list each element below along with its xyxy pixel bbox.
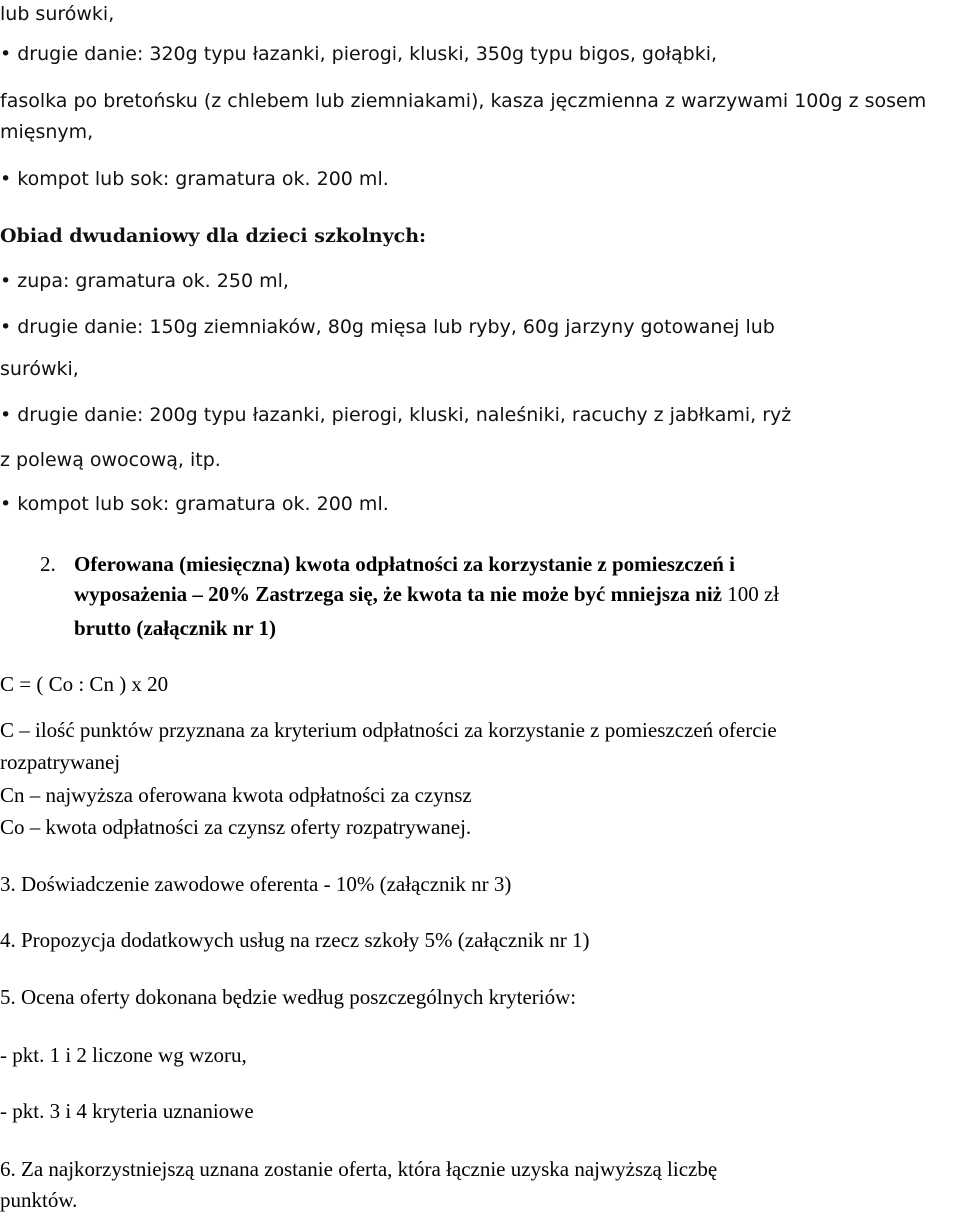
text-line: surówki, [0, 358, 79, 380]
list-item: • kompot lub sok: gramatura ok. 200 ml. [0, 168, 389, 190]
section-text: Oferowana (miesięczna) kwota odpłatności za korzystanie z pomieszczeń i [74, 552, 736, 576]
definition-line: Cn – najwyższa oferowana kwota odpłatności za czynsz [0, 783, 472, 807]
sub-item: - pkt. 1 i 2 liczone wg wzoru, [0, 1043, 247, 1067]
list-item: • drugie danie: 150g ziemniaków, 80g mięsa lub ryby, 60g jarzyny gotowanej lub [0, 316, 775, 338]
text-line: mięsnym, [0, 121, 94, 143]
section-number: 2. [40, 552, 56, 576]
list-item: 4. Propozycja dodatkowych usług na rzecz szkoły 5% (załącznik nr 1) [0, 928, 590, 952]
definition-line: Co – kwota odpłatności za czynsz oferty rozpatrywanej. [0, 815, 472, 839]
section-text [74, 580, 779, 608]
text-line: lub surówki, [0, 3, 115, 25]
list-item: • zupa: gramatura ok. 250 ml, [0, 270, 289, 292]
definition-line: C – ilość punktów przyznana za kryterium odpłatności za korzystanie z pomieszczeń ofercie [0, 718, 777, 742]
list-item: 5. Ocena oferty dokonana będzie według poszczególnych kryteriów: [0, 985, 577, 1009]
section-heading: Obiad dwudaniowy dla dzieci szkolnych: [0, 225, 427, 247]
text-line: z polewą owocową, itp. [0, 449, 221, 471]
list-item: • kompot lub sok: gramatura ok. 200 ml. [0, 493, 389, 515]
formula: C = ( Co : Cn ) x 20 [0, 672, 169, 696]
section-text: brutto (załącznik nr 1) [74, 616, 277, 640]
sub-item: - pkt. 3 i 4 kryteria uznaniowe [0, 1099, 254, 1123]
definition-line: rozpatrywanej [0, 750, 121, 774]
amount: 100 zł [727, 582, 780, 606]
text-line: punktów. [0, 1188, 78, 1212]
list-item: • drugie danie: 320g typu łazanki, pierogi, kluski, 350g typu bigos, gołąbki, [0, 43, 718, 65]
section-text-part: wyposażenia – 20% Zastrzega się, że kwota ta nie może być mniejsza niż [74, 582, 728, 606]
list-item: 3. Doświadczenie zawodowe oferenta - 10% (załącznik nr 3) [0, 872, 512, 896]
list-item: 6. Za najkorzystniejszą uznana zostanie oferta, która łącznie uzyska najwyższą liczbę [0, 1157, 718, 1181]
list-item: • drugie danie: 200g typu łazanki, pierogi, kluski, naleśniki, racuchy z jabłkami, ryż [0, 404, 792, 426]
text-line: fasolka po bretońsku (z chlebem lub ziemniakami), kasza jęczmienna z warzywami 100g z sosem [0, 90, 927, 112]
